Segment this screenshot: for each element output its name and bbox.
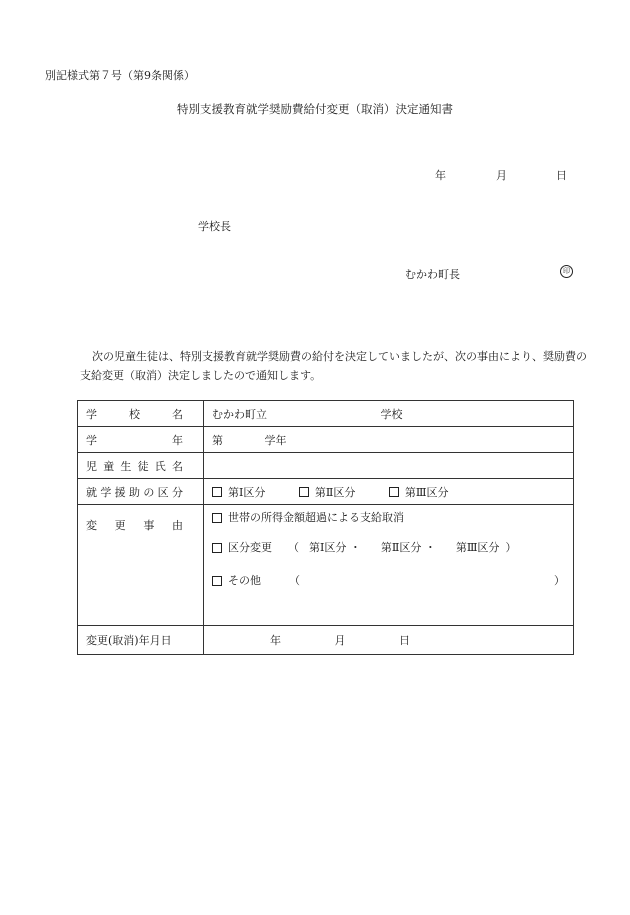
checkbox-icon xyxy=(389,487,399,497)
school-value[interactable] xyxy=(204,401,574,427)
reason-option-income[interactable]: 世帯の所得金額超過による支給取消 xyxy=(212,505,565,531)
grade-value[interactable] xyxy=(204,427,574,453)
document-title: 特別支援教育就学奨励費給付変更（取消）決定通知書 xyxy=(177,102,453,116)
seal-mark: 印 xyxy=(560,265,573,278)
grade-prefix: 第 xyxy=(212,433,223,447)
addressee: 学校長 xyxy=(198,220,231,233)
date-month: 月 xyxy=(496,169,507,182)
form-table xyxy=(77,400,574,655)
label-grade: 学 年 xyxy=(78,427,204,453)
form-number: 別記様式第７号（第9条関係） xyxy=(45,69,195,82)
reason-option-category-change[interactable]: 区分変更 （ 第Ⅰ区分 ・ 第Ⅱ区分 ・ 第Ⅲ区分 ） xyxy=(212,531,565,564)
date-day: 日 xyxy=(556,169,567,182)
checkbox-icon xyxy=(212,513,222,523)
label-student: 児 童 生 徒 氏 名 xyxy=(78,453,204,479)
row-reason xyxy=(78,505,574,626)
category-options xyxy=(204,479,574,505)
issuer-name: むかわ町長 xyxy=(405,268,460,281)
reason-option-other[interactable]: その他 （ ） xyxy=(212,564,565,597)
checkbox-icon xyxy=(212,576,222,586)
body-text: 次の児童生徒は、特別支援教育就学奨励費の給付を決定していましたが、次の事由により、奨励費の支給変更（取消）決定しましたので通知します。 xyxy=(80,350,587,382)
school-suffix: 学校 xyxy=(380,407,403,421)
school-prefix: むかわ町立 xyxy=(212,407,267,421)
date-year: 年 xyxy=(435,169,446,182)
category-option-2[interactable]: 第Ⅱ区分 xyxy=(299,486,355,499)
category-option-1[interactable]: 第Ⅰ区分 xyxy=(212,486,265,499)
student-name-value[interactable] xyxy=(204,453,574,479)
row-grade xyxy=(78,427,574,453)
label-school: 学 校 名 xyxy=(78,401,204,427)
checkbox-icon xyxy=(299,487,309,497)
label-reason: 変 更 事 由 xyxy=(78,505,204,626)
checkbox-icon xyxy=(212,543,222,553)
checkbox-icon xyxy=(212,487,222,497)
row-school xyxy=(78,401,574,427)
category-option-3[interactable]: 第Ⅲ区分 xyxy=(389,486,449,499)
reason-options xyxy=(204,505,574,626)
row-category xyxy=(78,479,574,505)
label-category: 就 学 援 助 の 区 分 xyxy=(78,479,204,505)
row-change-date xyxy=(78,626,574,655)
change-date-value[interactable]: 年 月 日 xyxy=(204,626,574,655)
label-change-date: 変更(取消)年月日 xyxy=(78,626,204,655)
grade-suffix: 学年 xyxy=(264,433,287,447)
row-student xyxy=(78,453,574,479)
